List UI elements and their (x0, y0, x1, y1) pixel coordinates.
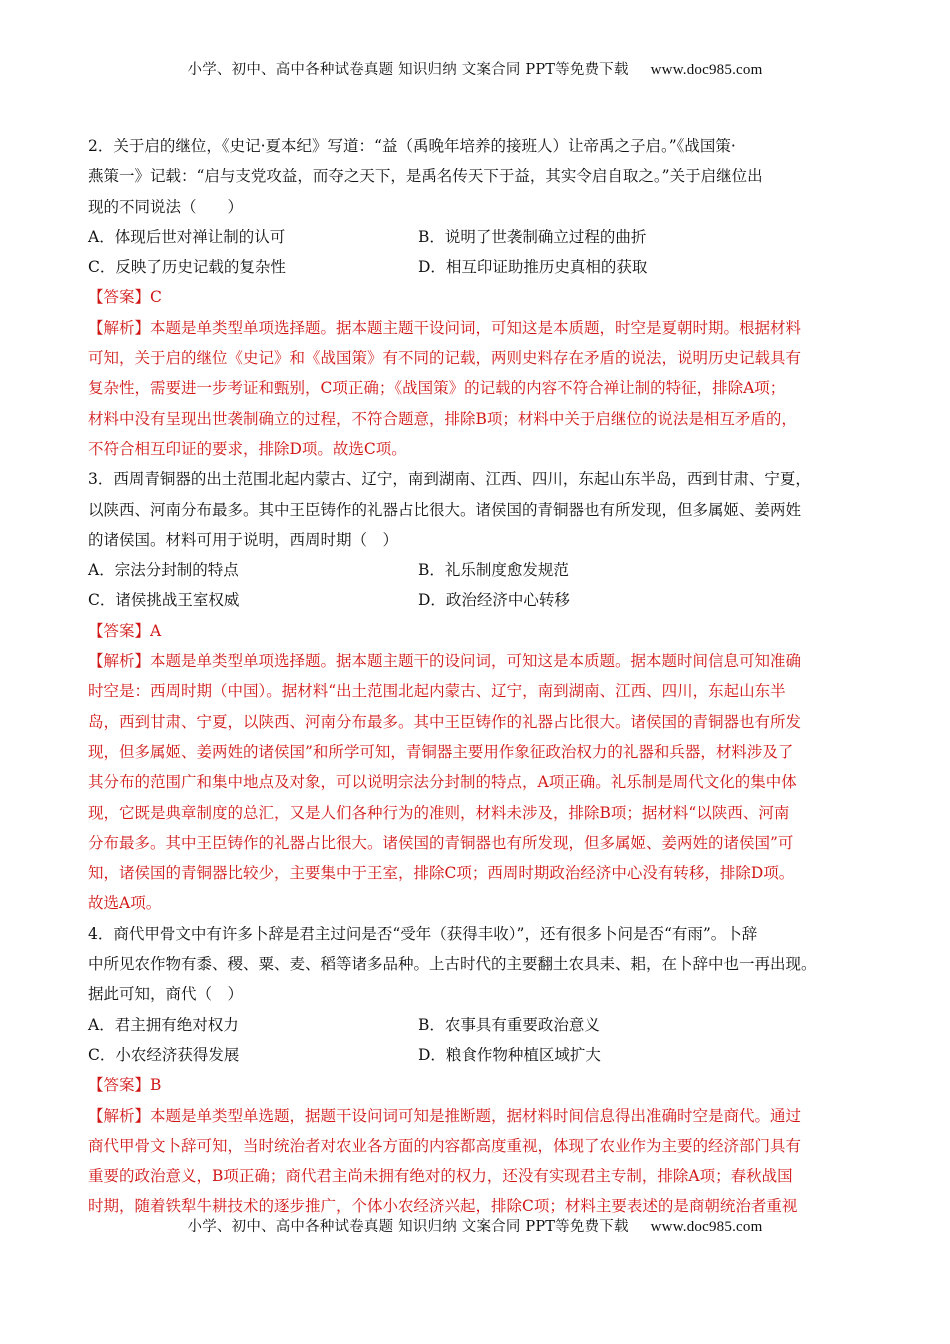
page-footer (0, 1215, 950, 1236)
q3-option-c: C．诸侯挑战王室权威 (88, 591, 240, 610)
q2-option-d: D．相互印证助推历史真相的获取 (418, 258, 648, 277)
q2-stem: 2．关于启的继位，《史记·夏本纪》写道：“益（禹晚年培养的接班人）让帝禹之子启。”《战国策· 燕策一》记载：“启与支党攻益，而夺之天下，是禹名传天下于益，其实令启自取之。”关于启继位出 现的不同说法（ ） (88, 137, 763, 216)
q4-stem: 4．商代甲骨文中有许多卜辞是君主过问是否“受年（获得丰收）”，还有很多卜问是否“有雨”。卜辞 中所见农作物有黍、稷、粟、麦、稻等诸多品种。上古时代的主要翻土农具耒、耜，在卜辞中也一再出现。 据此可知，商代（ ） (88, 924, 817, 1004)
q3-options-row-2 (88, 585, 868, 615)
footer-url[interactable]: www.doc985.com (650, 1219, 763, 1235)
question-4 (88, 919, 868, 1222)
document-body (88, 131, 868, 1222)
q3-options-row-1 (88, 555, 868, 585)
q2-options-row-1 (88, 222, 868, 252)
q4-options-row-2 (88, 1040, 868, 1070)
q4-option-c: C．小农经济获得发展 (88, 1045, 240, 1064)
question-2 (88, 131, 868, 464)
q2-answer: 【答案】C (88, 288, 162, 307)
q2-option-c: C．反映了历史记载的复杂性 (88, 258, 286, 277)
q2-options-row-2 (88, 252, 868, 282)
q3-option-b: B．礼乐制度愈发规范 (418, 561, 569, 580)
q4-option-b: B．农事具有重要政治意义 (418, 1015, 600, 1034)
q2-analysis: 【解析】本题是单类型单项选择题。据本题主题干设问词，可知这是本质题，时空是夏朝时期。根据材料 可知，关于启的继位《史记》和《战国策》有不同的记载，两则史料存在矛盾的说法，说明历史记载具有 复杂性，需要进一步考证和甄别，C项正确；《战国策》的记载的内容不符合禅让制的特征，排除A项； 材料中没有呈现出世袭制确立的过程，不符合题意，排除B项；材料中关于启继位的说法是相互矛盾的， 不符合相互印证的要求，排除D项。故选C项。 (88, 318, 802, 458)
q4-analysis: 【解析】本题是单类型单选题，据题干设问词可知是推断题，据材料时间信息得出准确时空是商代。通过 商代甲骨文卜辞可知，当时统治者对农业各方面的内容都高度重视，体现了农业作为主要的经济部门具有 重要的政治意义，B项正确；商代君主尚未拥有绝对的权力，还没有实现君主专制，排除A项；春秋战国 时期，随着铁犁牛耕技术的逐步推广，个体小农经济兴起，排除C项；材料主要表述的是商朝统治者重视 (88, 1106, 802, 1216)
q4-answer: 【答案】B (88, 1076, 162, 1095)
q3-answer: 【答案】A (88, 621, 162, 640)
q3-option-a: A．宗法分封制的特点 (88, 561, 239, 580)
q3-stem: 3．西周青铜器的出土范围北起内蒙古、辽宁，南到湖南、江西、四川，东起山东半岛，西到甘肃、宁夏， 以陕西、河南分布最多。其中王臣铸作的礼器占比很大。诸侯国的青铜器也有所发现，但多属姬、姜两姓 的诸侯国。材料可用于说明，西周时期（ ） (88, 470, 811, 549)
header-url[interactable]: www.doc985.com (650, 62, 763, 78)
header-text: 小学、初中、高中各种试卷真题 知识归纳 文案合同 PPT等免费下载 (187, 62, 629, 78)
q3-option-d: D．政治经济中心转移 (418, 591, 570, 610)
question-3 (88, 464, 868, 918)
q4-options-row-1 (88, 1010, 868, 1040)
footer-text: 小学、初中、高中各种试卷真题 知识归纳 文案合同 PPT等免费下载 (187, 1219, 629, 1235)
q2-option-a: A．体现后世对禅让制的认可 (88, 227, 286, 246)
q4-option-a: A．君主拥有绝对权力 (88, 1015, 239, 1034)
q4-option-d: D．粮食作物种植区域扩大 (418, 1045, 601, 1064)
q2-option-b: B．说明了世袭制确立过程的曲折 (418, 227, 647, 246)
page-header (0, 58, 950, 79)
q3-analysis: 【解析】本题是单类型单项选择题。据本题主题干的设问词，可知这是本质题。据本题时间信息可知准确 时空是：西周时期（中国）。据材料“出土范围北起内蒙古、辽宁，南到湖南、江西、四川，东起山东半 岛，西到甘肃、宁夏，以陕西、河南分布最多。其中王臣铸作的礼器占比很大。诸侯国的青铜器也有所发 现，但多属姬、姜两姓的诸侯国”和所学可知，青铜器主要用作象征政治权力的礼器和兵器，材料涉及了 其分布的范围广和集中地点及对象，可以说明宗法分封制的特点，A项正确。礼乐制是周代文化的集中体 现，它既是典章制度的总汇，又是人们各种行为的准则，材料未涉及，排除B项；据材料“以陕西、河南 分布最多。其中王臣铸作的礼器占比很大。诸侯国的青铜器也有所发现，但多属姬、姜两姓的诸侯国”可 知，诸侯国的青铜器比较少，主要集中于王室，排除C项；西周时期政治经济中心没有转移，排除D项。 故选A项。 (88, 652, 802, 913)
